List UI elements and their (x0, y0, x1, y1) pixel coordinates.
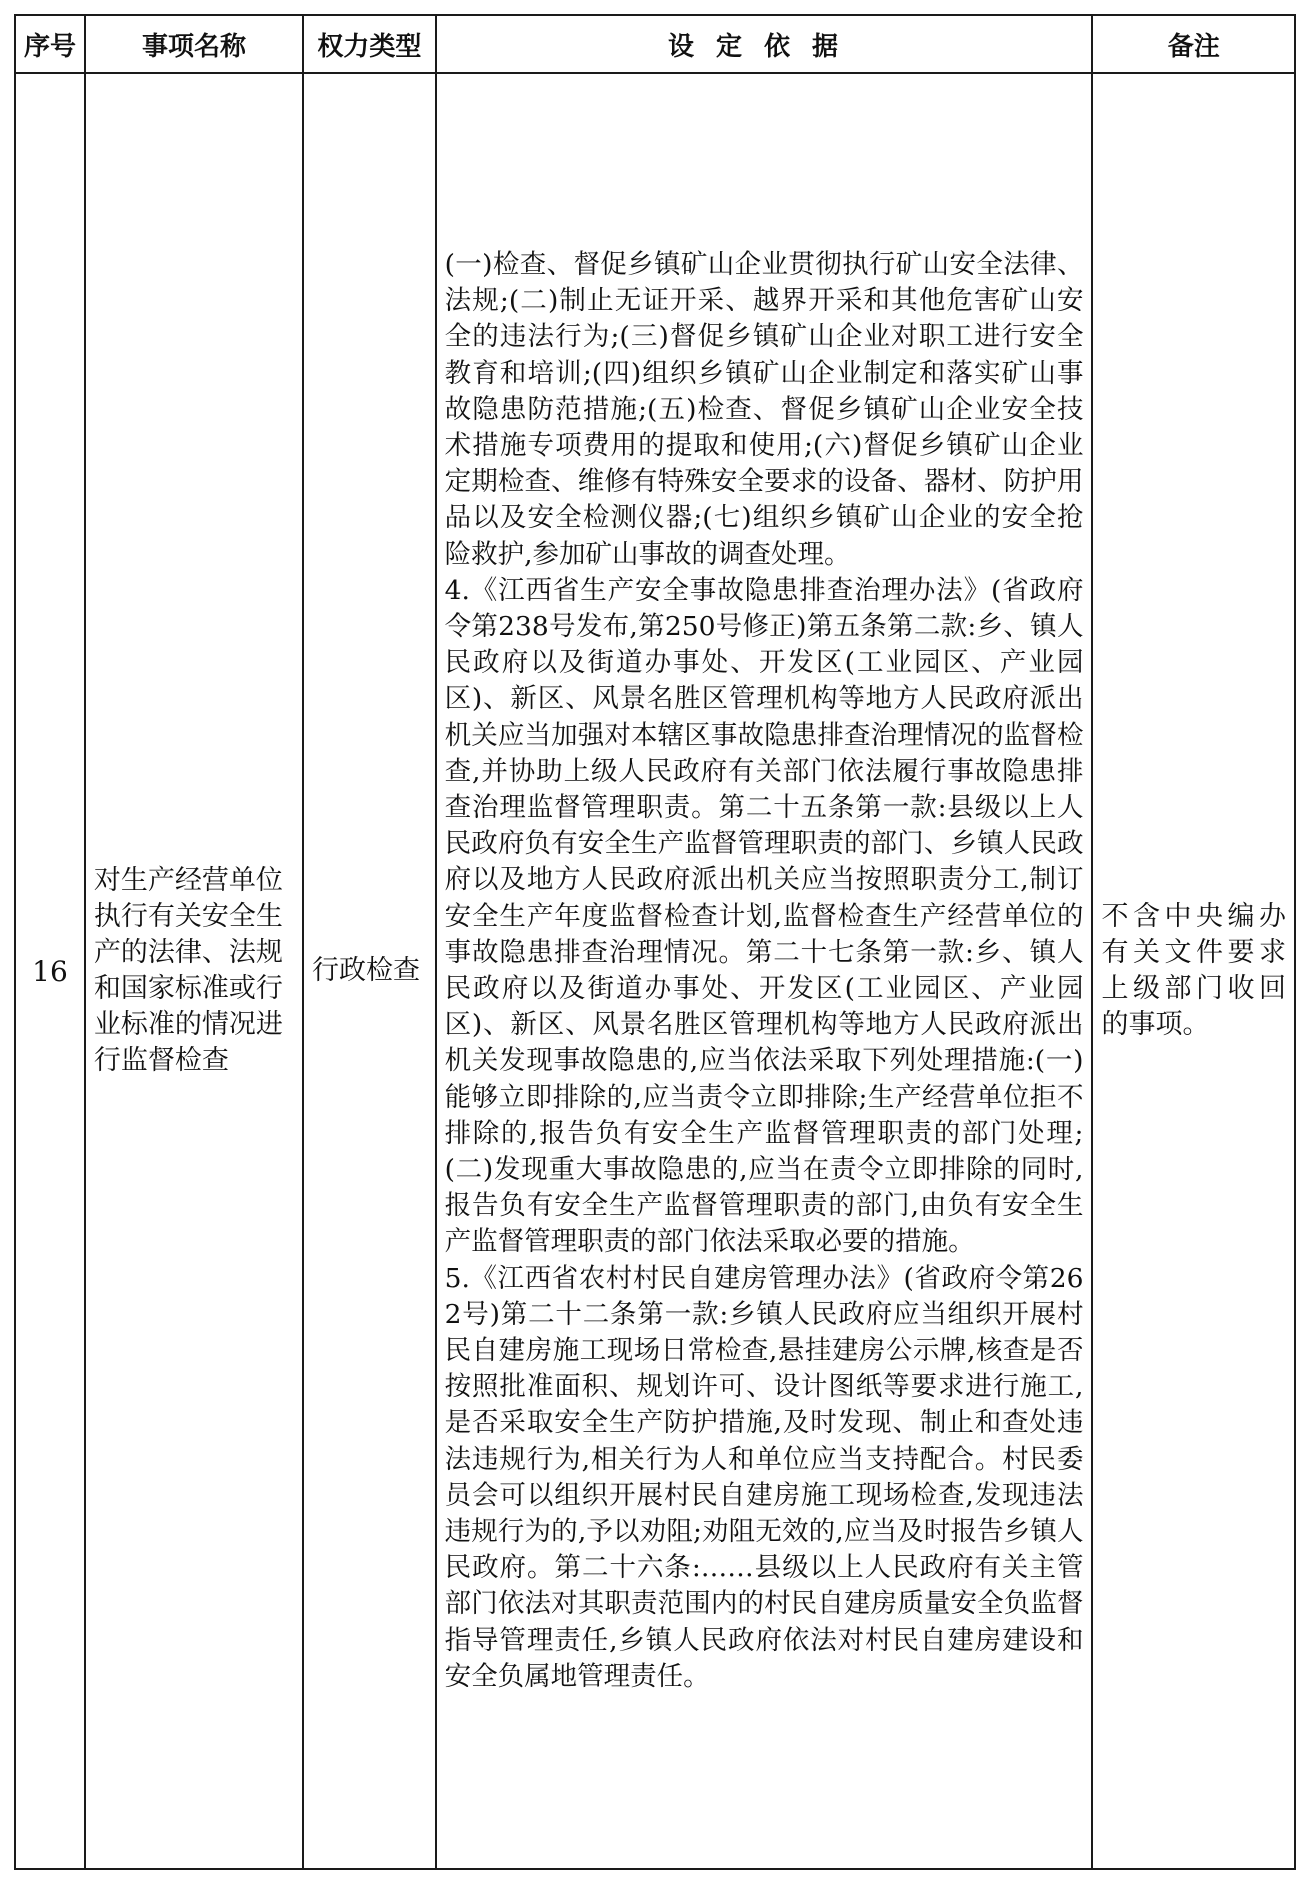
header-row (15, 15, 1295, 73)
header-serial-number: 序号 (15, 15, 85, 73)
table-row (15, 73, 1295, 1869)
legal-basis-cell (436, 73, 1093, 1869)
header-item-name: 事项名称 (85, 15, 303, 73)
header-power-type: 权力类型 (303, 15, 436, 73)
item-name-cell: 对生产经营单位执行有关安全生产的法律、法规和国家标准或行业标准的情况进行监督检查 (85, 73, 303, 1869)
header-remarks: 备注 (1092, 15, 1295, 73)
header-legal-basis: 设定依据 (436, 15, 1093, 73)
remarks-cell: 不含中央编办有关文件要求上级部门收回的事项。 (1092, 73, 1295, 1869)
basis-paragraph-mining-duties: (一)检查、督促乡镇矿山企业贯彻执行矿山安全法律、法规;(二)制止无证开采、越界开采和其他危害矿山安全的违法行为;(三)督促乡镇矿山企业对职工进行安全教育和培训;(四)组织乡镇矿山企业制定和落实矿山事故隐患防范措施;(五)检查、督促乡镇矿山企业安全技术措施专项费用的提取和使用;(六)督促乡镇矿山企业定期检查、维修有特殊安全要求的设备、器材、防护用品以及安全检测仪器;(七)组织乡镇矿山企业的安全抢险救护,参加矿山事故的调查处理。 (444, 248, 1084, 570)
serial-number-cell: 16 (15, 73, 85, 1869)
power-type-cell: 行政检查 (303, 73, 436, 1869)
basis-paragraph-rural-housing: 5.《江西省农村村民自建房管理办法》(省政府令第262号)第二十二条第一款:乡镇人民政府应当组织开展村民自建房施工现场日常检查,悬挂建房公示牌,核查是否按照批准面积、规划许可、设计图纸等要求进行施工,是否采取安全生产防护措施,及时发现、制止和查处违法违规行为,相关行为人和单位应当支持配合。村民委员会可以组织开展村民自建房施工现场检查,发现违法违规行为的,予以劝阻;劝阻无效的,应当及时报告乡镇人民政府。第二十六条:……县级以上人民政府有关主管部门依法对其职责范围内的村民自建房质量安全负监督指导管理责任,乡镇人民政府依法对村民自建房建设和安全负属地管理责任。 (444, 1262, 1084, 1692)
authority-table (14, 14, 1296, 1870)
basis-paragraph-hazard-measures: 4.《江西省生产安全事故隐患排查治理办法》(省政府令第238号发布,第250号修正)第五条第二款:乡、镇人民政府以及街道办事处、开发区(工业园区、产业园区)、新区、风景名胜区管理机构等地方人民政府派出机关应当加强对本辖区事故隐患排查治理情况的监督检查,并协助上级人民政府有关部门依法履行事故隐患排查治理监督管理职责。第二十五条第一款:县级以上人民政府负有安全生产监督管理职责的部门、乡镇人民政府以及地方人民政府派出机关应当按照职责分工,制订安全生产年度监督检查计划,监督检查生产经营单位的事故隐患排查治理情况。第二十七条第一款:乡、镇人民政府以及街道办事处、开发区(工业园区、产业园区)、新区、风景名胜区管理机构等地方人民政府派出机关发现事故隐患的,应当依法采取下列处理措施:(一)能够立即排除的,应当责令立即排除;生产经营单位拒不排除的,报告负有安全生产监督管理职责的部门处理;(二)发现重大事故隐患的,应当在责令立即排除的同时,报告负有安全生产监督管理职责的部门,由负有安全生产监督管理职责的部门依法采取必要的措施。 (444, 574, 1084, 1258)
